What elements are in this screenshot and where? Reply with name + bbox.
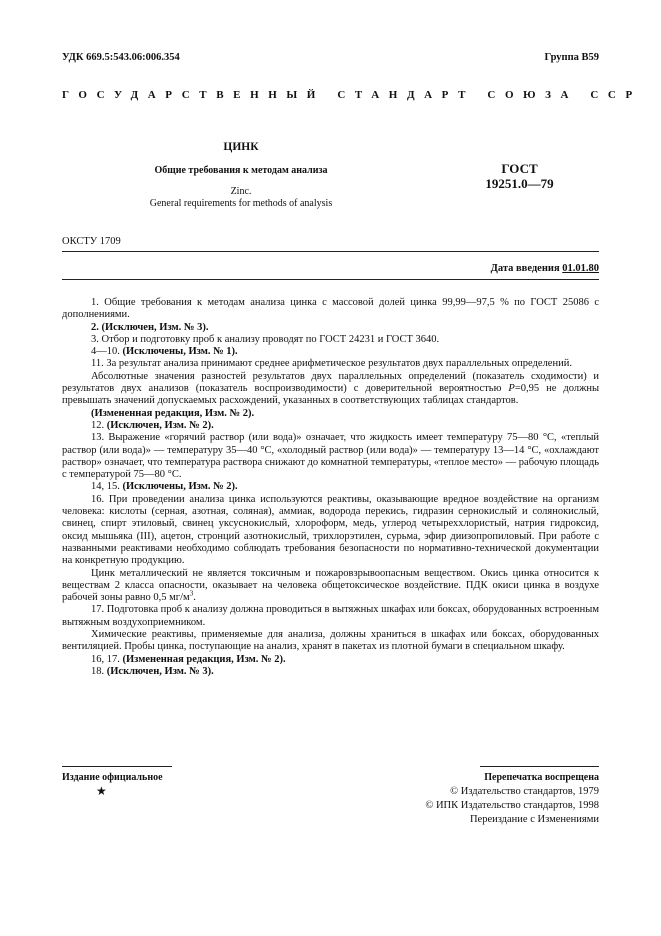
paragraph-16-17-number: 16, 17. (91, 653, 123, 665)
english-subtitle: General requirements for methods of analysis (149, 198, 333, 209)
paragraph-16-17 (62, 654, 599, 666)
reissue-note: Переиздание с Изменениями (469, 814, 599, 825)
paragraph-4-number: 4—10. (91, 346, 123, 358)
superscript-3: 3 (189, 589, 194, 598)
official-edition: Издание официальное (62, 772, 163, 783)
paragraph-3: 3. Отбор и подготовку проб к анализу проводят по ГОСТ 24231 и ГОСТ 3640. (91, 333, 440, 345)
variable-p: P (508, 383, 515, 395)
gost-label: ГОСТ (501, 161, 538, 176)
paragraph-16-cont-b: . (193, 592, 196, 604)
divider-intro (62, 279, 599, 280)
paragraph-1: 1. Общие требования к методам анализа цинка с массовой долей цинка 99,99—97,5 % по ГОСТ 25086 с дополнениями. (62, 297, 599, 321)
paragraph-12-number: 12. (91, 419, 107, 431)
paragraph-14-15 (62, 481, 599, 493)
paragraph-4 (62, 346, 599, 358)
paragraph-11-cont-b: =0,95 не должны превышать значений допускаемых расхождений, указанных в соответствующих таблицах стандартов. (62, 383, 600, 407)
paragraph-14-15-number: 14, 15. (91, 481, 123, 493)
paragraph-13: 13. Выражение «горячий раствор (или вода)» означает, что жидкость имеет температуру 75—80 °С, «теплый раствор (или вода)» — температуру 35—40 °С, «холодный раствор (или вода)» — температуру 13—14 °С, «охлаждают раствор» означает, что температура раствора снижают до комнатной температуры, «теплое место» — рабочую площадь с температурой 75—80 °С. (62, 432, 599, 481)
star-icon: ★ (96, 784, 107, 798)
group-code: Группа В59 (544, 52, 599, 63)
document-title: ЦИНК (223, 141, 259, 153)
english-title: Zinc. (230, 186, 252, 197)
paragraph-4-note: (Исключены, Изм. № 1). (122, 346, 238, 358)
paragraph-11: 11. За результат анализа принимают среднее арифметическое результатов двух параллельных определений. (91, 358, 572, 370)
paragraph-12 (62, 420, 599, 432)
paragraph-18 (62, 666, 599, 678)
document-body (62, 297, 599, 678)
paragraph-16: 16. При проведении анализа цинка используются реактивы, оказывающие вредное воздействие на организм человека: кислоты (серная, азотная, соляная), аммиак, водорода перекись, гидразин сернокислый и солянокислый, свинец, спирт этиловый, свинец уксуснокислый, хлороформ, медь, углерод четыреххлористый, натрия гидроксид, оксид мышьяка (III), ацетон, стронций азотнокислый, трихлорэтилен, сурьма, эфир диизопропиловый. При работе с названными реактивами необходимо соблюдать требования безопасности по нормативно-технической документации на конкретную продукцию. (62, 493, 599, 567)
introduction-date-value: 01.01.80 (562, 263, 599, 274)
paragraph-18-number: 18. (91, 665, 107, 677)
divider-top (62, 251, 599, 252)
introduction-date (491, 263, 599, 274)
footer-rule-left (62, 766, 172, 767)
gost-number: 19251.0—79 (485, 176, 554, 191)
reprint-prohibited: Перепечатка воспрещена (484, 772, 599, 783)
paragraph-16-17-note: (Измененная редакция, Изм. № 2). (122, 653, 286, 665)
paragraph-11-cont (62, 371, 599, 408)
paragraph-16-cont-a: Цинк металлический не является токсичным и пожаровзрывоопасным веществом. Окись цинка относится к веществам 2 класса опасности, оказывает на человека общетоксическое воздействие. ПДК окиси цинка в воздухе рабочей зоны равно 0,5 мг/м (62, 567, 599, 604)
okstu-code: ОКСТУ 1709 (62, 236, 121, 247)
paragraph-17: 17. Подготовка проб к анализу должна проводиться в вытяжных шкафах или боксах, оборудованных встроенным вытяжным воздухоприемником. (62, 604, 599, 628)
paragraph-17-cont: Химические реактивы, применяемые для анализа, должны храниться в шкафах или боксах, оборудованных вентиляцией. Пробы цинка, поступающие на анализ, хранят в пакетах из плотной бумаги в специальном шкафу. (62, 629, 599, 653)
udk-code: УДК 669.5:543.06:006.354 (62, 52, 180, 63)
paragraph-12-note: (Исключен, Изм. № 2). (106, 419, 214, 431)
paragraph-11-cont-a: Абсолютные значения разностей результатов двух параллельных определений (показатель сходимости) и результатов двух анализов (показатель воспроизводимости) с доверительной вероятностью (62, 370, 599, 395)
introduction-date-label: Дата введения (490, 263, 563, 274)
paragraph-14-15-note: (Исключены, Изм. № 2). (122, 481, 238, 493)
copyright-1979: © Издательство стандартов, 1979 (450, 786, 599, 797)
paragraph-16-cont (62, 568, 599, 605)
paragraph-18-note: (Исключен, Изм. № 3). (106, 665, 214, 677)
paragraph-11-note: (Измененная редакция, Изм. № 2). (91, 407, 255, 419)
state-standard-heading: ГОСУДАРСТВЕННЫЙ СТАНДАРТ СОЮЗА ССР (62, 89, 642, 101)
copyright-1998: © ИПК Издательство стандартов, 1998 (425, 800, 599, 811)
paragraph-2: 2. (Исключен, Изм. № 3). (91, 321, 209, 333)
document-subtitle: Общие требования к методам анализа (154, 165, 328, 176)
footer-rule-right (480, 766, 599, 767)
